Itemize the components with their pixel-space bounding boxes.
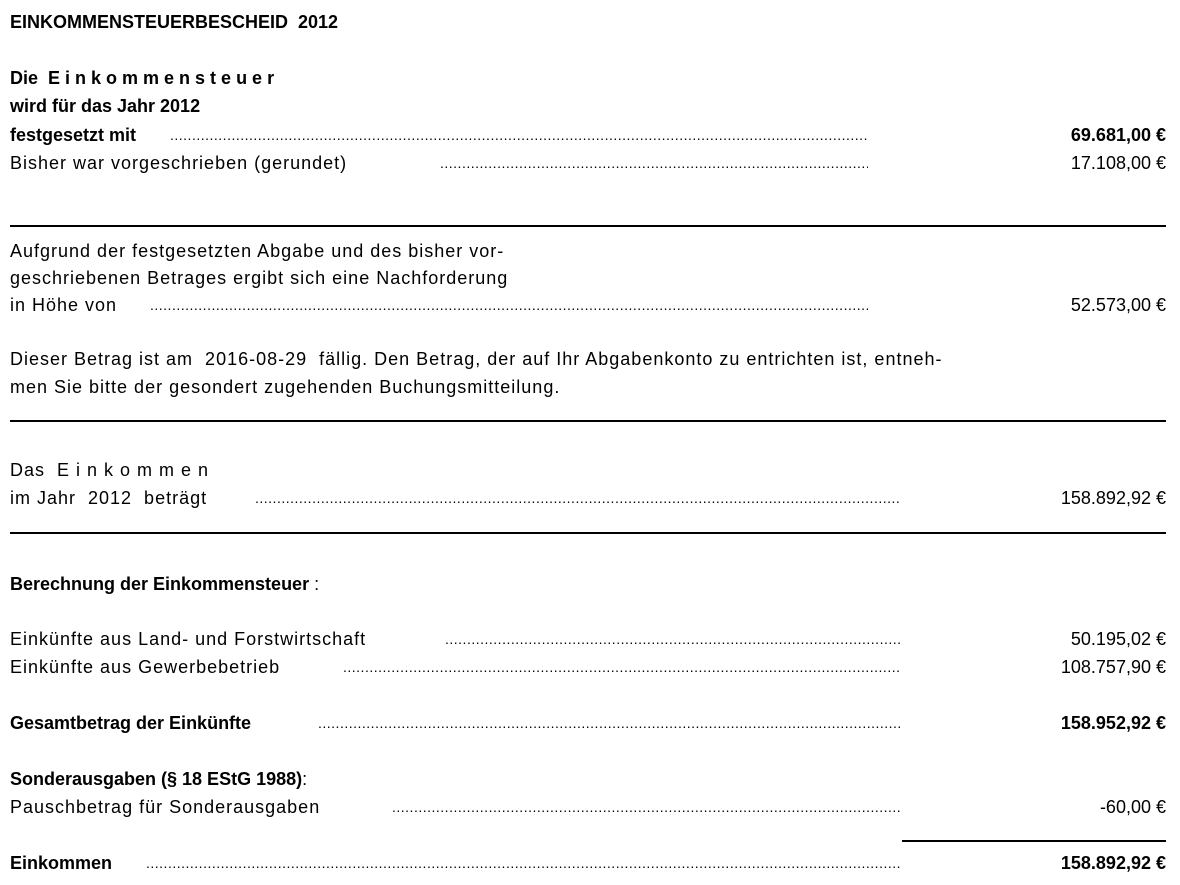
income-row-label: Einkünfte aus Gewerbebetrieb: [10, 657, 281, 677]
document-title: EINKOMMENSTEUERBESCHEID 2012: [10, 12, 339, 32]
calculation-title-suffix: :: [309, 574, 320, 594]
sum-rule: [902, 840, 1166, 842]
previous-amount: 17.108,00 €: [1070, 153, 1166, 173]
divider: [10, 420, 1166, 422]
income-amount: 158.892,92 €: [1060, 488, 1166, 508]
income-row-amount: 108.757,90 €: [1060, 657, 1166, 677]
calculation-title: [10, 573, 319, 595]
final-label: Einkommen: [10, 853, 113, 873]
leader-dots: [440, 152, 868, 174]
leader-dots: [255, 487, 900, 509]
final-amount: 158.892,92 €: [1060, 853, 1166, 873]
divider: [10, 225, 1166, 227]
leader-dots: [343, 656, 900, 678]
leader-dots: [318, 712, 900, 734]
result-amount: 52.573,00 €: [1070, 295, 1166, 315]
special-label: Pauschbetrag für Sonderausgaben: [10, 797, 321, 817]
previous-label: Bisher war vorgeschrieben (gerundet): [10, 153, 348, 173]
fixed-amount: 69.681,00 €: [1070, 125, 1166, 145]
payment-notice-line2: men Sie bitte der gesondert zugehenden Buchungsmitteilung.: [10, 377, 561, 397]
tax-heading-line1: [10, 67, 274, 89]
result-line1: Aufgrund der festgesetzten Abgabe und des bisher vor-: [10, 241, 505, 261]
special-title: [10, 768, 307, 790]
fixed-label: festgesetzt mit: [10, 125, 137, 145]
tax-heading-text: Die E i n k o m m e n s t e u e r: [10, 68, 275, 88]
payment-notice-line1: Dieser Betrag ist am 2016-08-29 fällig. Den Betrag, der auf Ihr Abgabenkonto zu entrichten ist, entneh-: [10, 349, 943, 369]
income-row-label: Einkünfte aus Land- und Forstwirtschaft: [10, 629, 367, 649]
special-amount: -60,00 €: [1099, 797, 1166, 817]
leader-dots: [170, 124, 868, 146]
result-label: in Höhe von: [10, 295, 118, 315]
divider: [10, 532, 1166, 534]
tax-heading-line2: wird für das Jahr 2012: [10, 96, 201, 116]
total-amount: 158.952,92 €: [1060, 713, 1166, 733]
result-line2: geschriebenen Betrages ergibt sich eine Nachforderung: [10, 268, 509, 288]
leader-dots: [392, 796, 900, 818]
income-row-amount: 50.195,02 €: [1070, 629, 1166, 649]
income-heading: Das E i n k o m m e n: [10, 460, 210, 480]
total-label: Gesamtbetrag der Einkünfte: [10, 713, 252, 733]
leader-dots: [146, 852, 900, 874]
special-title-suffix: :: [302, 769, 308, 789]
leader-dots: [150, 294, 868, 316]
special-title-text: Sonderausgaben (§ 18 EStG 1988): [10, 769, 303, 789]
leader-dots: [445, 628, 900, 650]
income-label: im Jahr 2012 beträgt: [10, 488, 208, 508]
calculation-title-text: Berechnung der Einkommensteuer: [10, 574, 310, 594]
